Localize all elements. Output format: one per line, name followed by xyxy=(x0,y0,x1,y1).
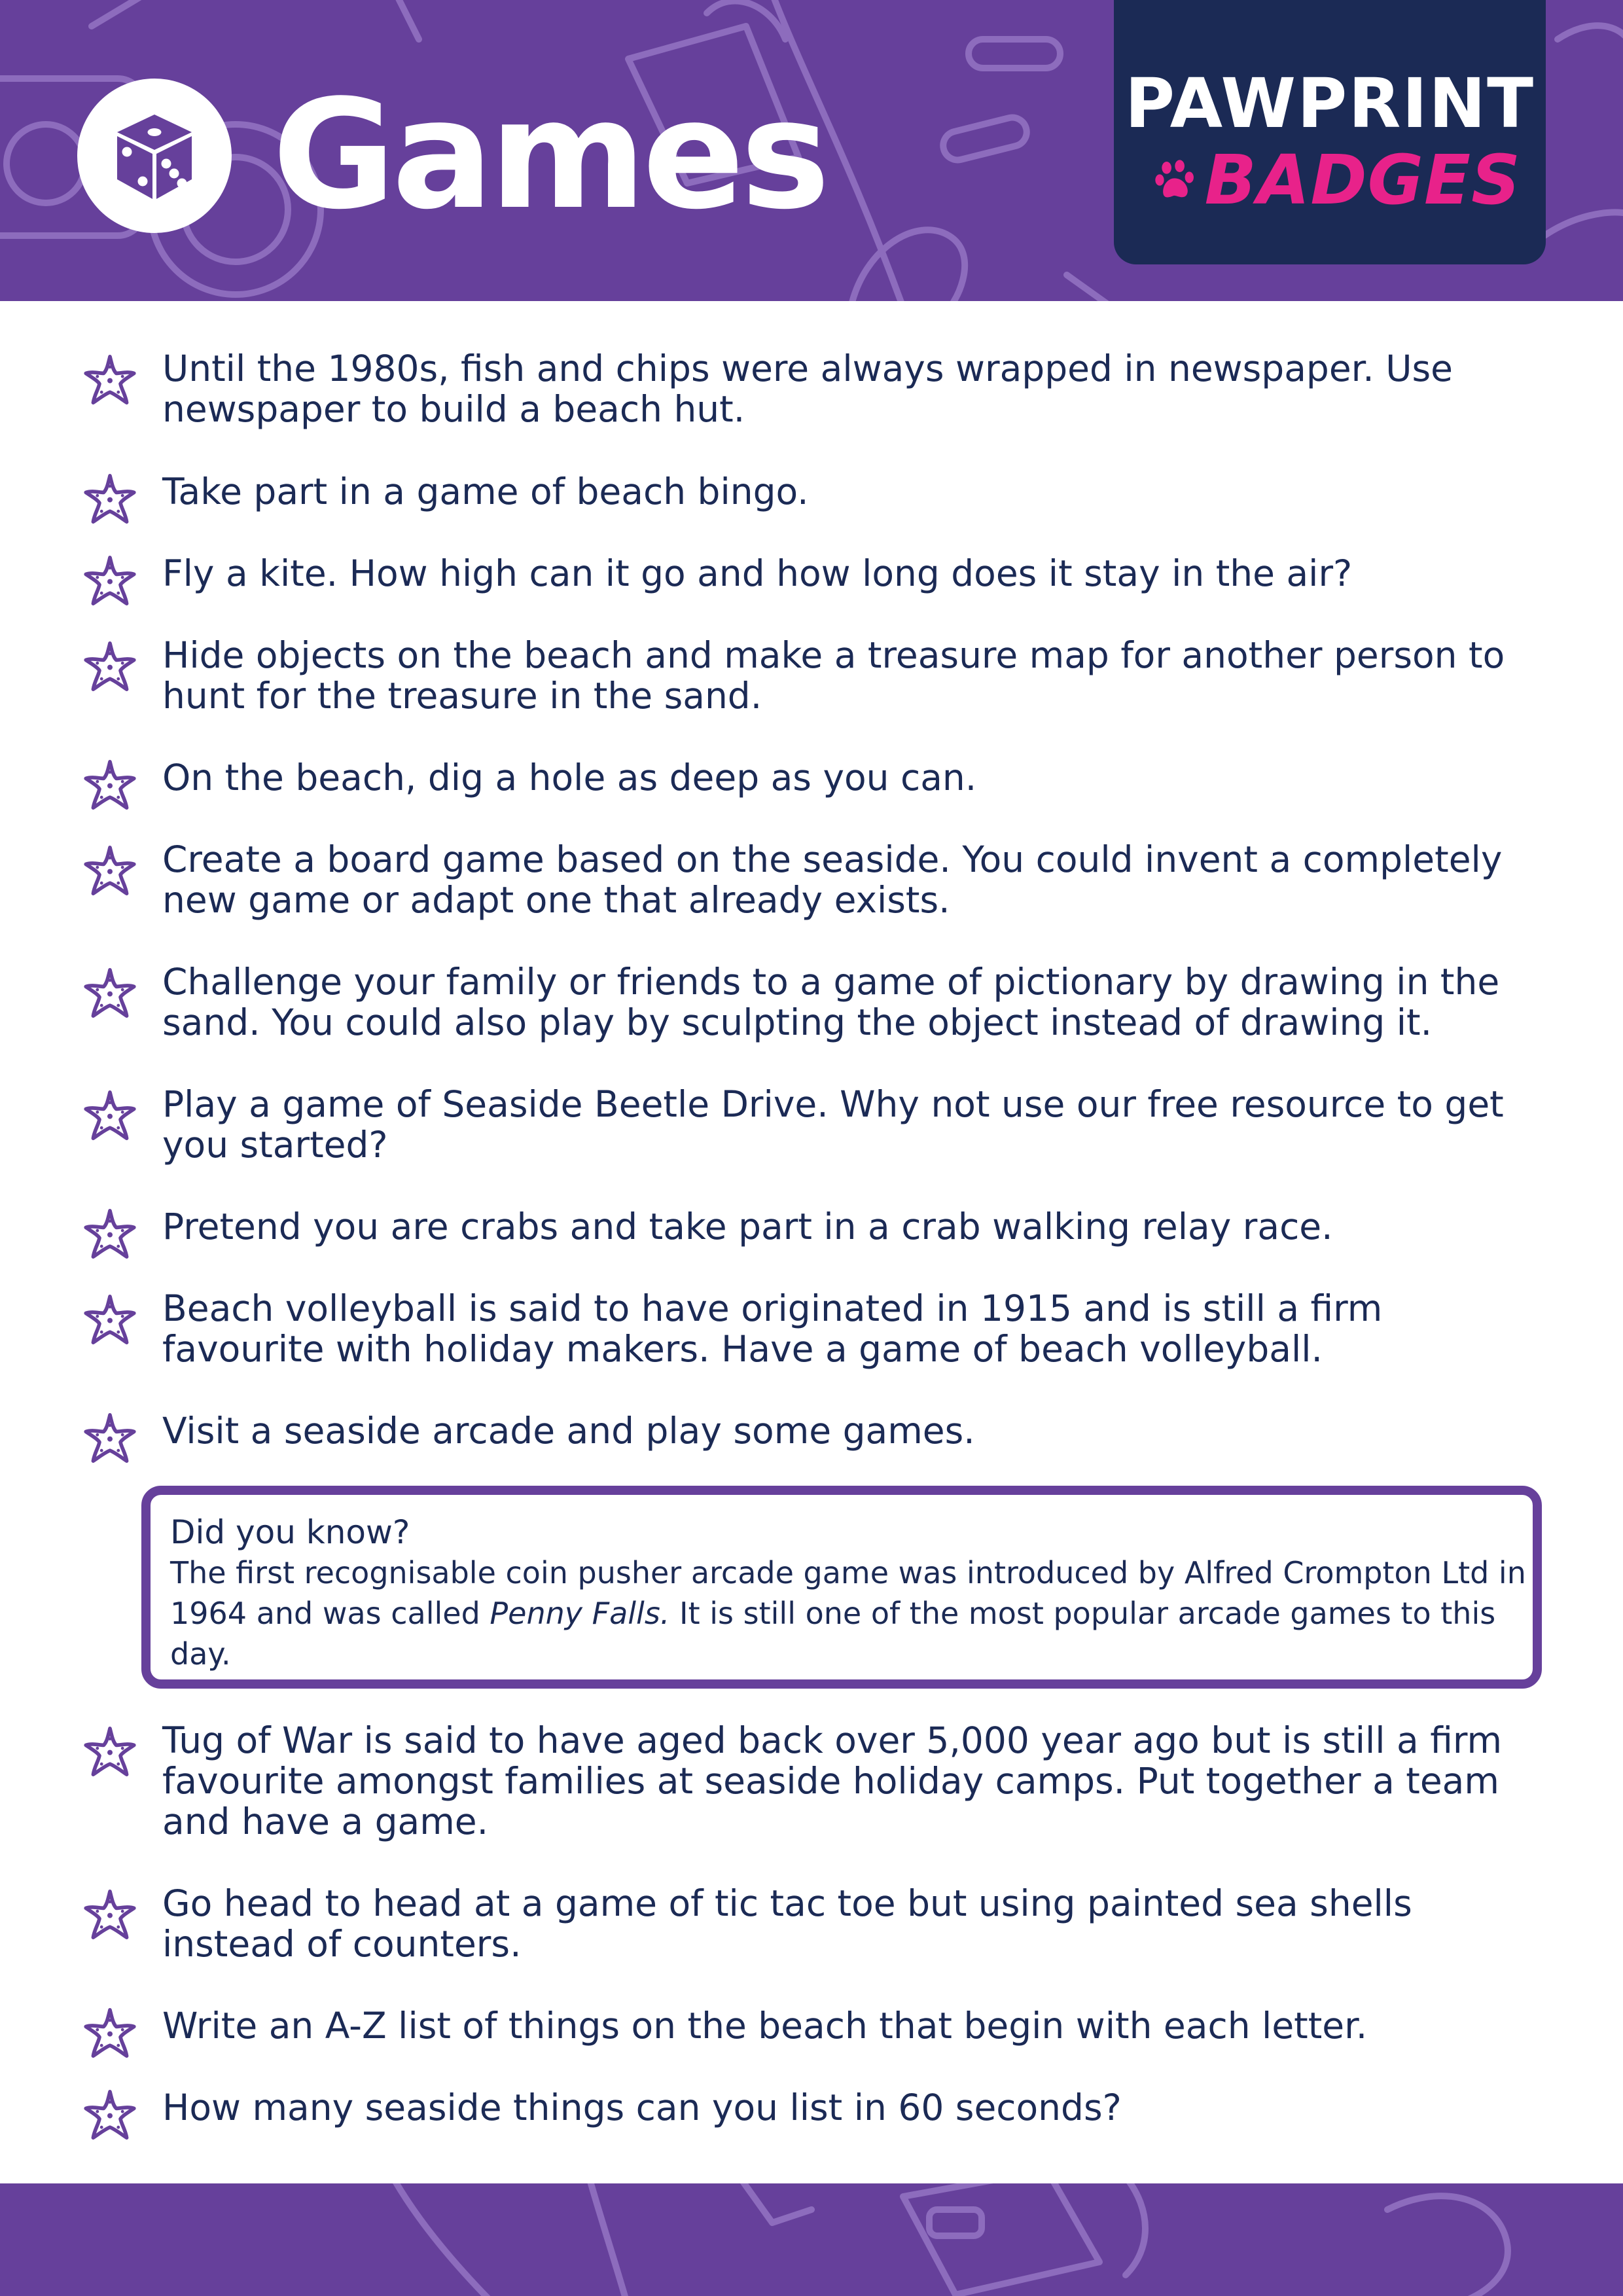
title-group xyxy=(77,68,827,243)
list-item-text: Until the 1980s, fish and chips were always wrapped in newspaper. Use newspaper to build a beach hut. xyxy=(162,348,1453,430)
list-item-text: On the beach, dig a hole as deep as you can. xyxy=(162,757,977,798)
list-item-text: Fly a kite. How high can it go and how long does it stay in the air? xyxy=(162,552,1353,594)
logo-text-pawprint: PAWPRINT xyxy=(1124,63,1535,143)
list-item-text: Pretend you are crabs and take part in a crab walking relay race. xyxy=(162,1206,1333,1247)
list-item-text: How many seaside things can you list in 60 seconds? xyxy=(162,2087,1122,2128)
callout-title: Did you know? xyxy=(170,1513,410,1551)
starfish-icon xyxy=(84,473,136,525)
list-item-text: Visit a seaside arcade and play some games. xyxy=(162,1410,975,1452)
paw-icon xyxy=(1154,147,1198,213)
starfish-icon xyxy=(84,1208,136,1260)
starfish-icon xyxy=(84,1888,136,1941)
logo-text-badges: BADGES xyxy=(1204,140,1521,220)
did-you-know-callout xyxy=(141,1486,1542,1689)
starfish-icon xyxy=(84,1725,136,1778)
dice-badge xyxy=(77,79,232,233)
seaside-doodle-footer xyxy=(0,2183,1623,2296)
starfish-icon xyxy=(84,353,136,406)
page-title: Games xyxy=(272,68,827,243)
pawprint-badges-logo xyxy=(1114,0,1546,264)
header-banner xyxy=(0,0,1623,301)
starfish-icon xyxy=(84,844,136,897)
starfish-icon xyxy=(84,640,136,692)
list-item-text: Take part in a game of beach bingo. xyxy=(162,471,809,512)
list-item-text: Hide objects on the beach and make a treasure map for another person to hunt for the treasure in the sand. xyxy=(162,634,1505,717)
list-item-text: Go head to head at a game of tic tac toe but using painted sea shells instead of counters. xyxy=(162,1882,1412,1965)
footer-banner xyxy=(0,2183,1623,2296)
starfish-icon xyxy=(84,554,136,607)
starfish-icon xyxy=(84,2089,136,2141)
list-item-text: Tug of War is said to have aged back over 5,000 year ago but is still a firm favourite amongst families at seaside holiday camps. Put together a team and have a game. xyxy=(162,1719,1503,1842)
starfish-icon xyxy=(84,2007,136,2059)
starfish-icon xyxy=(84,759,136,811)
list-item-text: Play a game of Seaside Beetle Drive. Why not use our free resource to get you started? xyxy=(162,1083,1504,1166)
list-item-text: Create a board game based on the seaside. You could invent a completely new game or adapt one that already exists. xyxy=(162,838,1503,921)
starfish-icon xyxy=(84,1089,136,1141)
starfish-icon xyxy=(84,967,136,1019)
list-item-text: Beach volleyball is said to have originated in 1915 and is still a firm favourite with holiday makers. Have a game of beach volleyball. xyxy=(162,1287,1383,1370)
list-item-text: Challenge your family or friends to a game of pictionary by drawing in the sand. You could also play by sculpting the object instead of drawing it. xyxy=(162,961,1500,1043)
callout-game-name: Penny Falls. xyxy=(490,1596,670,1631)
list-item-text: Write an A-Z list of things on the beach that begin with each letter. xyxy=(162,2005,1368,2047)
callout-body-text: The first recognisable coin pusher arcade game was introduced by Alfred Crompton Ltd in 1964 and was called xyxy=(170,1555,1526,1631)
dice-icon xyxy=(105,107,204,205)
starfish-icon xyxy=(84,1293,136,1346)
callout-body xyxy=(170,1552,1531,1674)
callout-body-text-end: It is still one of the most popular arcade games to this day. xyxy=(170,1596,1496,1672)
logo-bottom-row xyxy=(1154,140,1521,220)
starfish-icon xyxy=(84,1412,136,1464)
